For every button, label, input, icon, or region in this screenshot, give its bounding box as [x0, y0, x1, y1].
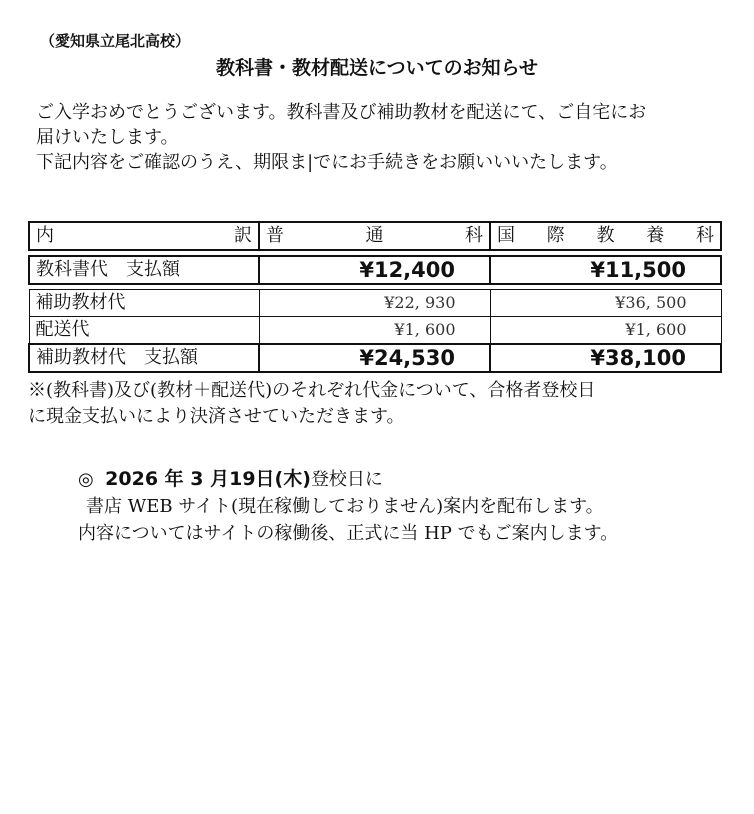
table-row: [29, 256, 721, 284]
row-label: 補助教材代 支払額: [29, 344, 259, 372]
table-header-row: [29, 222, 721, 250]
payment-note: [28, 378, 724, 430]
materials-general-amount: ¥22, 930: [259, 290, 490, 317]
shipping-international-amount: ¥1, 600: [490, 317, 721, 345]
double-circle-mark: ◎: [78, 469, 94, 490]
materials-total-general-amount: ¥24,530: [259, 344, 490, 372]
school-name: （愛知県立尾北高校）: [40, 32, 191, 50]
distribution-notice: [78, 466, 618, 547]
table-row: [29, 344, 721, 372]
materials-international-amount: ¥36, 500: [490, 290, 721, 317]
table-row: [29, 317, 721, 345]
intro-text: [36, 100, 726, 175]
intro-line: ご入学おめでとうございます。教科書及び補助教材を配送にて、ご自宅にお: [36, 102, 647, 123]
row-label: 配送代: [29, 317, 259, 345]
textbook-general-amount: ¥12,400: [259, 256, 490, 284]
notice-line: 内容についてはサイトの稼働後、正式に当 HP でもご案内します。: [78, 523, 619, 544]
row-label: 補助教材代: [29, 290, 259, 317]
notice-line: [78, 466, 618, 493]
page-title: 教科書・教材配送についてのお知らせ: [215, 57, 539, 79]
intro-line: 届けいたします。: [36, 127, 179, 148]
materials-total-international-amount: ¥38,100: [490, 344, 721, 372]
notice-line: 書店 WEB サイト(現在稼働しておりません)案内を配布します。: [86, 496, 604, 517]
header-breakdown: 内 訳: [29, 222, 259, 250]
textbook-international-amount: ¥11,500: [490, 256, 721, 284]
table-row: [29, 290, 721, 317]
intro-line: 下記内容をご確認のうえ、期限ま|でにお手続きをお願いいいたします。: [36, 152, 618, 173]
header-general-course: 普 通 科: [259, 222, 490, 250]
fee-table: [28, 221, 722, 373]
notice-date-suffix: 登校日に: [310, 469, 383, 490]
header-international-course: 国 際 教 養 科: [490, 222, 721, 250]
shipping-general-amount: ¥1, 600: [259, 317, 490, 345]
note-line: に現金支払いにより決済させていただきます。: [28, 406, 405, 427]
notice-date: 2026 年 3 月19日(木): [105, 468, 311, 490]
note-line: ※(教科書)及び(教材＋配送代)のそれぞれ代金について、合格者登校日: [28, 380, 596, 401]
row-label: 教科書代 支払額: [29, 256, 259, 284]
